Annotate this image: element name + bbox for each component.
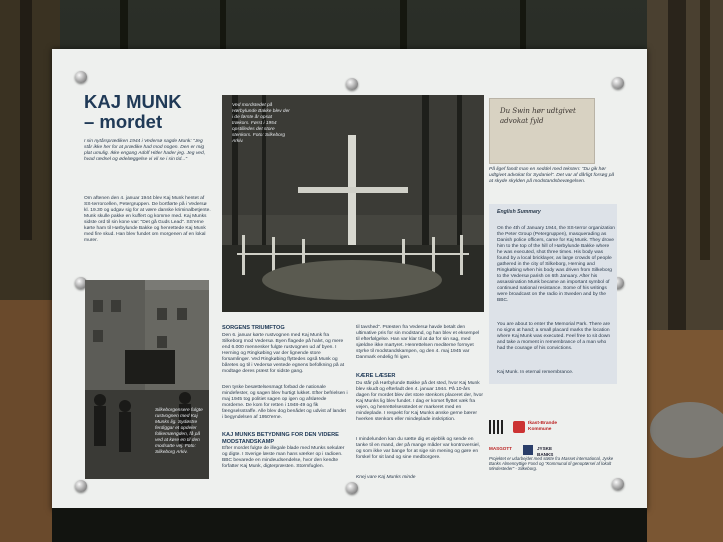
english-summary-text: On the 4th of January 1944, the SS-terror organization the Peter Group (Petergruppen), masquerading as Danish police officers, came for Kaj Munk. They drove him to the top of the hill of Hørbylunde Bakke where he was executed, shot three times. His body was found by a local bricklayer, as large crowds of people gathered in the city of Silkeborg, Herning and Ringkøbing when his body was driven from Silkeborg to the Vedersø parish on 6th January. After his assassination Munk became an important symbol of continued national resistance. Some of his writings were broadcast on the radio in Sweden and by the BBC. (497, 226, 615, 303)
sorgen-text: Den 6. januar kørte rustvognen med Kaj Munk fra Silkeborg mod Vedersø. Byen flagede på halvt, og mere end 6.000 mennesker fulgte rustvognen ud af byen. I Herning og Ringkøbing var der lignende store forsamlinger. Ved Ringkøbing flyttedes også Munk og båretes og til i Vedersø ventede egnens befolkning på at modtage deres præst for sidste gang. (222, 333, 345, 374)
bank-logo-text: JYSKE BANKS (537, 446, 554, 457)
sorgen-text-2: Den tyske besættelsesmagt forbød de nationale mindefester, og sagen blev hurtigt lukket. Efter befrielsen i maj 1945 tog politiet sagen op igen og afslørede morderne. De kom for retten i 1948-49 og fik fængselsstraffe. Alle blev dog benådet og udvist af landet i begyndelsen af 1950'erne. (222, 385, 348, 420)
municipality-logo-icon (513, 421, 525, 433)
kaere-laeser-heading: KÆRE LÆSER (356, 373, 396, 379)
english-summary-text-3: Kaj Munk. In eternal remembrance. (497, 370, 574, 375)
betydning-heading: KAJ MUNKS BETYDNING FOR DEN VIDERE MODSTANDSKAMP (222, 432, 339, 445)
intro-paragraph-2: Om aftenen den 4. januar 1944 blev Kaj Munk hentet af SS-terrorcellen, Petergruppen. De bortførte på i Vedersø kl. 19.30 og udgav sig for at være danske kriminalbetjente. Munk skulle pakke en kuffert og komme med. Kaj Munks sidste ord til sin kone var: "Det gå Guds Lead". SS'erne kørte ham til Hørbylunde Bakke og henrettede Kaj Munk med fire skud. Han blev fundet om morgenen af en lokal murer. (84, 196, 211, 243)
intro-paragraph-1: I sin nytårsprædiken 1944 i Vedersø sagde Munk: "Jeg står ikke her for at prædike had mod nogen. Den er mig plat umulig. Ikke engang Adolf Hitler hader jeg. Jeg ved, hvad rædsel og ødelæggelse vi vil se i sin tid..." (84, 139, 206, 162)
english-summary-text-2: You are about to enter the Memorial Park. There are no signs at hand; a small placard marks the location where Kaj Munk was executed. Feel free to sit down and take a moment in remembrance of a man who had the courage of his convictions. (497, 322, 611, 351)
title-line-2: – mordet (84, 111, 163, 133)
handwritten-note-photo (489, 98, 595, 164)
signoff: Knej vare Kaj Munks minde (356, 475, 416, 480)
middle-paragraph: til tavshed". Præsten fra Vedersø havde betalt den ultimative pris for sin modstand, og han blev et eksempel til efterfølgelse. Han var klar til at dø for sin sag, med sjældne ikke martyret. Henrettelsen mediterne formyet styrke til modstandskampen, og den 4. maj 1945 var Danmark endelig fri igen. (356, 325, 480, 360)
note-handwriting: Du Swin hør udtgivet advokat fyld (500, 107, 576, 125)
english-summary-heading: English Summary (497, 209, 541, 215)
bolt-icon (612, 77, 624, 89)
qr-code-icon (489, 420, 503, 434)
municipality-logo-text: Ikast-Brande Kommune (528, 421, 558, 432)
bank-logo-icon (523, 445, 533, 455)
bolt-icon (346, 78, 358, 90)
kaere-laeser-text-2: I mindelunden kan du sætte dig et øjeblik og sende en tanke til en mand, der på mange måder var kontroversiel, og som ikke var bange for at sige sin mening og gøre en forskel for sit land og sine medborgere. (356, 437, 480, 460)
bolt-icon (612, 478, 624, 490)
main-photo-caption: Ved mordstedet på Hørbylunde Bakke blev der i de første år opsat trækors. Først i 1954 opstilledes det store stenkors. Foto: Silkeborg Arkiv. (232, 103, 290, 144)
bolt-icon (75, 480, 87, 492)
bolt-icon (346, 482, 358, 494)
title-line-1: KAJ MUNK (84, 91, 182, 112)
page-title (84, 92, 182, 133)
note-caption: På ligef fandt man en seddel med teksten: "Du gik hør udtgivet advokat for Sydaniel". Det var af dårligt forsøg på at skyde skylden på modstandsbevægelsen. (489, 167, 615, 184)
sign-stand-bar (52, 508, 647, 542)
bolt-icon (75, 71, 87, 83)
credit-text: Projektet er udarbejdet med støtte fra Masset international, Jyske Banks Almennyttige Fond og "Kommunal til genoptørsel af lokalt Mindesteder" - Silkeborg. (489, 456, 614, 472)
kaere-laeser-text: Du står på Hørbylunde Bakke på det sted, hvor Kaj Munk blev skudt og efterladt den 4. januar 1944. På 10-års dagen for mordet blev det store stenkors placeret der, hvor Kaj Munks lig blev fundet. I dag er korset flyttet væk fra vejen, og henrettelsesstedet er markeret med en mindeplade. I respekt for Kaj Munks ønske gerne bærer hverken stenkors eller mindeplade inskription. (356, 381, 483, 422)
masgot-logo-text: MASGOTT (489, 446, 512, 451)
sorgen-heading: SORGENS TRIUMFTOG (222, 325, 285, 331)
street-photo-caption: Silkeborgensere fulgte rustvognen med Kaj Munks lig. Sydøstre ferdiggar et opdeler folkemængden, få på ved at køre en til den modsatte vej. Foto: Silkeborg Arkiv. (155, 408, 203, 455)
betydning-text: Efter mordet fulgte de illegale blade med Munks sekulær og digte. I Sverige læste man hans værker op i radioen. BBC bevarede en mindeudsendelse, hvor den kendte forfatter Kaj Munk, digterpræsten. Stormfuglen. (222, 446, 345, 469)
